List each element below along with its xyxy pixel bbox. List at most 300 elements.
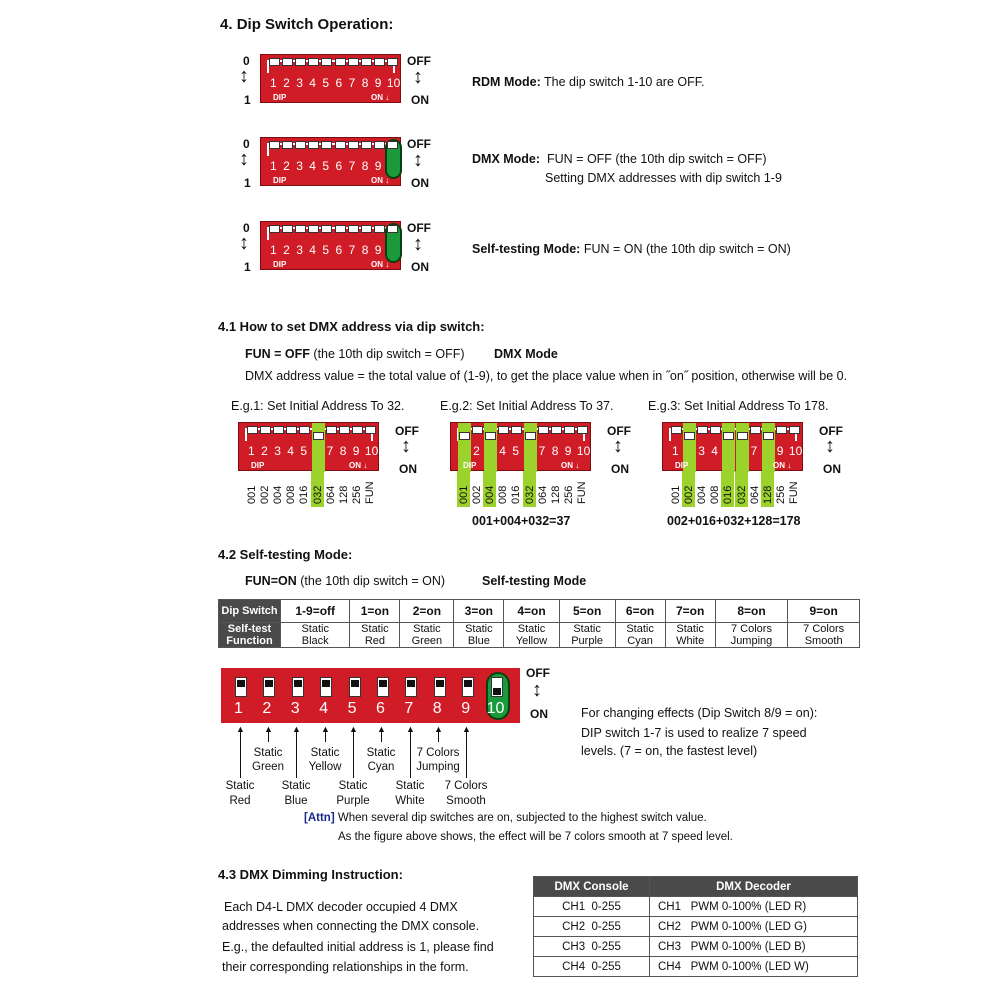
dip-toggle-knob <box>274 427 283 433</box>
table-cell: 2=on <box>400 600 454 623</box>
dip-switch <box>260 137 401 186</box>
table-cell: CH4 PWM 0-100% (LED W) <box>650 957 858 977</box>
dip-number: 5 <box>300 444 308 458</box>
table-cell: CH2 0-255 <box>534 917 650 937</box>
cell-line: Static <box>465 623 493 635</box>
dip-number: 10 <box>386 76 401 90</box>
dip-toggle-knob <box>336 226 345 232</box>
off-label: OFF <box>407 54 431 68</box>
dip-toggle-knob <box>493 688 501 695</box>
dip-toggle-knob <box>314 433 323 439</box>
place-value: 016 <box>298 485 311 504</box>
dip-number: 1 <box>270 76 277 90</box>
cell-line: Static <box>361 623 389 635</box>
table-cell <box>715 623 788 648</box>
table-cell: 9=on <box>788 600 860 623</box>
dip-toggle-knob <box>539 427 548 433</box>
dip-toggle-knob <box>526 433 535 439</box>
dip-toggle <box>375 59 384 72</box>
dip-toggle-knob <box>362 59 371 65</box>
dip-number: 8 <box>551 444 559 458</box>
dip-toggle-knob <box>336 142 345 148</box>
dip-toggle-knob <box>283 226 292 232</box>
dip-number: 10 <box>788 444 803 458</box>
arrow-up-icon: ▲ <box>321 724 330 734</box>
dip-toggle <box>672 427 681 440</box>
dip-toggle-knob <box>473 427 482 433</box>
dip-toggle <box>764 427 773 440</box>
dip-number: 6 <box>335 76 343 90</box>
dip-number: 2 <box>283 76 290 90</box>
dip-switch <box>238 422 379 471</box>
place-value: 128 <box>761 485 774 504</box>
on-label: ON <box>411 93 429 107</box>
off-label: OFF <box>819 424 843 438</box>
dip-number: 4 <box>499 444 506 458</box>
cell-line: Red <box>364 635 386 647</box>
dip-toggle <box>270 226 279 239</box>
dip-toggle <box>777 427 786 440</box>
dip-toggle <box>349 59 358 72</box>
dip-label: DIP <box>273 176 287 185</box>
example-2-title: E.g.2: Set Initial Address To 37. <box>440 399 614 413</box>
dip-toggle <box>349 142 358 155</box>
cell-line: Black <box>301 635 329 647</box>
label-line: Blue <box>284 795 308 807</box>
dip-toggle <box>353 427 362 440</box>
dip-toggle-knob <box>790 427 799 433</box>
dip-toggle <box>235 677 247 697</box>
dip-toggle <box>261 427 270 440</box>
label-line: White <box>395 795 425 807</box>
dip-toggle-knob <box>300 427 309 433</box>
dip-number: 3 <box>698 444 705 458</box>
dip-number: 2 <box>473 444 480 458</box>
up-down-arrow-icon: ↕ <box>613 435 623 457</box>
table-cell <box>788 623 860 648</box>
dip-label: DIP <box>251 461 265 470</box>
section-4-1-title: 4.1 How to set DMX address via dip switch: <box>218 319 485 334</box>
dip-toggle <box>377 677 389 697</box>
dip-toggle <box>698 427 707 440</box>
label-line: Cyan <box>367 761 395 773</box>
effect-label <box>295 746 355 774</box>
place-value: 032 <box>523 485 536 504</box>
dip-toggle <box>248 427 257 440</box>
effect-label <box>210 779 270 809</box>
dip-toggle-knob <box>237 680 245 687</box>
dip-number: 10 <box>364 444 379 458</box>
place-value: FUN <box>363 481 376 504</box>
place-value: 002 <box>471 485 484 504</box>
on-direction-label: ON ↓ <box>349 461 368 470</box>
table-row <box>534 937 858 957</box>
table-cell <box>504 623 559 648</box>
place-value: 128 <box>337 485 350 504</box>
dip-number: 1 <box>270 243 277 257</box>
dip-number: 2 <box>283 243 290 257</box>
table-row <box>219 623 860 648</box>
dip-toggle-knob <box>296 226 305 232</box>
dip-number: 9 <box>776 444 784 458</box>
up-down-arrow-icon: ↕ <box>825 435 835 457</box>
dip-toggle-knob <box>436 680 444 687</box>
dip-toggle-knob <box>349 142 358 148</box>
dip-number: 8 <box>432 700 442 717</box>
dip-number: 9 <box>461 700 471 717</box>
dip-toggle-knob <box>512 427 521 433</box>
dip-switch <box>662 422 803 471</box>
dip-toggle <box>499 427 508 440</box>
place-value: 008 <box>709 485 722 504</box>
dip-toggle-knob <box>270 226 279 232</box>
dip-number: 1 <box>672 444 679 458</box>
up-down-arrow-icon: ↕ <box>401 435 411 457</box>
arrow-up-icon: ▲ <box>406 724 415 734</box>
dip-toggle-knob <box>464 680 472 687</box>
table-cell: CH3 PWM 0-100% (LED B) <box>650 937 858 957</box>
dip-toggle-knob <box>248 427 257 433</box>
dip-toggle <box>309 142 318 155</box>
dip-toggle-knob <box>751 427 760 433</box>
label-line: Yellow <box>308 761 342 773</box>
zero-label: 0 <box>243 137 250 151</box>
label-line: Static <box>366 747 396 759</box>
dip-switch <box>260 221 401 270</box>
on-label: ON <box>411 260 429 274</box>
cell-line: Static <box>517 623 546 635</box>
dip-toggle <box>283 59 292 72</box>
cell-line: White <box>676 635 705 647</box>
dip-toggle <box>309 226 318 239</box>
table-header: Dip Switch <box>219 600 281 623</box>
dip-number: 9 <box>374 76 382 90</box>
table-cell <box>350 623 400 648</box>
dip-toggle-knob <box>499 427 508 433</box>
dip-toggle <box>375 142 384 155</box>
cell-line: Static <box>301 623 329 635</box>
dip-toggle-knob <box>565 427 574 433</box>
dip-toggle <box>322 226 331 239</box>
dip-toggle-knob <box>322 680 330 687</box>
dip-toggle-knob <box>283 59 292 65</box>
dip-toggle <box>565 427 574 440</box>
cell-line: Green <box>411 635 443 647</box>
dip-label: DIP <box>675 461 689 470</box>
dip-toggle <box>349 677 361 697</box>
label-line: Jumping <box>416 761 460 773</box>
dip-toggle-knob <box>375 142 384 148</box>
place-value: 256 <box>562 485 575 504</box>
dip-number: 2 <box>262 700 272 717</box>
dip-number: 3 <box>296 76 303 90</box>
dip-toggle-knob <box>270 59 279 65</box>
place-value: FUN <box>575 481 588 504</box>
on-label: ON <box>411 176 429 190</box>
place-value: 256 <box>774 485 787 504</box>
dip-label: DIP <box>463 461 477 470</box>
note-line-1: For changing effects (Dip Switch 8/9 = on): <box>581 706 818 720</box>
table-cell: 1=on <box>350 600 400 623</box>
place-value: 001 <box>458 485 470 504</box>
table-cell <box>559 623 615 648</box>
dip-number: 5 <box>347 700 357 717</box>
up-down-arrow-icon: ↕ <box>239 232 249 254</box>
cell-line: Static <box>413 623 441 635</box>
dip-number: 4 <box>309 243 316 257</box>
example-2-sum: 001+004+032=37 <box>472 514 571 528</box>
dip-toggle <box>336 59 345 72</box>
dip-label: DIP <box>273 93 287 102</box>
table-header: Self-test Function <box>219 623 281 648</box>
instruction-line-4: their corresponding relationships in the form. <box>222 960 469 974</box>
place-value: 008 <box>285 485 298 504</box>
note-line-2: DIP switch 1-7 is used to realize 7 speed <box>581 726 807 740</box>
dip-toggle <box>362 142 371 155</box>
dip-toggle <box>388 59 397 72</box>
dip-toggle <box>300 427 309 440</box>
place-value: 004 <box>484 485 497 504</box>
dip-number: 4 <box>309 159 316 173</box>
cell-line: Blue <box>467 635 490 647</box>
table-cell: 1-9=off <box>281 600 350 623</box>
cell-line: 7 Colors <box>731 623 772 635</box>
dip-number: 3 <box>296 159 303 173</box>
dip-number: 2 <box>261 444 268 458</box>
dip-toggle <box>388 142 397 155</box>
dip-toggle-knob <box>366 427 375 433</box>
dip-toggle-knob <box>685 433 694 439</box>
dip-toggle-knob <box>672 427 681 433</box>
dmx-mode-text-2: Setting DMX addresses with dip switch 1-9 <box>545 171 782 185</box>
dip-toggle <box>322 59 331 72</box>
fun-off-line: FUN = OFF (the 10th dip switch = OFF) <box>245 347 465 361</box>
effect-label <box>408 746 468 774</box>
place-value: 008 <box>497 485 510 504</box>
dip-toggle-knob <box>340 427 349 433</box>
place-value: 256 <box>350 485 363 504</box>
dip-toggle-knob <box>309 142 318 148</box>
dip-toggle-knob <box>407 680 415 687</box>
dip-toggle <box>340 427 349 440</box>
dip-toggle <box>366 427 375 440</box>
place-value: 016 <box>722 485 735 504</box>
arrow-up-icon: ▲ <box>349 724 358 734</box>
dip-toggle-knob <box>711 427 720 433</box>
label-line: Static <box>253 747 283 759</box>
dip-toggle-knob <box>294 680 302 687</box>
section-4-title: 4. Dip Switch Operation: <box>220 16 394 33</box>
dip-toggle <box>486 427 495 440</box>
example-3-sum: 002+016+032+128=178 <box>667 514 801 528</box>
dip-number: 5 <box>512 444 520 458</box>
table-cell: 3=on <box>454 600 504 623</box>
cell-line: Cyan <box>627 635 653 647</box>
dip-toggle-knob <box>353 427 362 433</box>
place-value: 002 <box>683 485 696 504</box>
fun-on-line: FUN=ON (the 10th dip switch = ON) <box>245 574 446 588</box>
dip-number: 7 <box>348 159 356 173</box>
dip-toggle-knob <box>764 433 773 439</box>
self-test-dip-switch <box>221 668 520 723</box>
up-down-arrow-icon: ↕ <box>413 149 423 171</box>
dip-number: 9 <box>374 243 382 257</box>
effect-label <box>351 746 411 774</box>
dip-toggle-knob <box>738 433 747 439</box>
instruction-line-2: addresses when connecting the DMX console. <box>222 919 480 933</box>
dip-toggle <box>552 427 561 440</box>
dip-toggle <box>263 677 275 697</box>
off-label: OFF <box>607 424 631 438</box>
place-value: FUN <box>787 481 800 504</box>
dip-toggle-knob <box>327 427 336 433</box>
table-cell: 5=on <box>559 600 615 623</box>
self-testing-mode-text: Self-testing Mode: FUN = ON (the 10th dip switch = ON) <box>472 242 791 256</box>
dip-toggle <box>283 142 292 155</box>
up-down-arrow-icon: ↕ <box>239 148 249 170</box>
dip-toggle <box>349 226 358 239</box>
dip-switch <box>260 54 401 103</box>
dip-toggle-knob <box>388 59 397 65</box>
label-line: 7 Colors <box>444 780 488 792</box>
label-line: Red <box>229 795 251 807</box>
dip-toggle-knob <box>379 680 387 687</box>
table-cell: CH2 PWM 0-100% (LED G) <box>650 917 858 937</box>
dip-number: 5 <box>322 159 330 173</box>
dip-toggle-knob <box>552 427 561 433</box>
table-row <box>534 877 858 897</box>
dip-toggle-knob <box>309 59 318 65</box>
on-label: ON <box>530 707 548 721</box>
dip-toggle-knob <box>322 226 331 232</box>
one-label: 1 <box>244 93 251 107</box>
on-direction-label: ON ↓ <box>371 93 390 102</box>
up-down-arrow-icon: ↕ <box>413 233 423 255</box>
dip-toggle <box>539 427 548 440</box>
arrow-up-icon: ▲ <box>434 724 443 734</box>
dip-toggle <box>751 427 760 440</box>
example-3-title: E.g.3: Set Initial Address To 178. <box>648 399 829 413</box>
dip-toggle-knob <box>309 226 318 232</box>
dip-toggle-knob <box>283 142 292 148</box>
dip-number: 1 <box>270 159 277 173</box>
table-row <box>219 600 860 623</box>
dip-number: 7 <box>348 76 356 90</box>
dip-toggle <box>296 59 305 72</box>
dip-number: 4 <box>319 700 329 717</box>
rdm-mode-text: RDM Mode: The dip switch 1-10 are OFF. <box>472 75 705 89</box>
dip-toggle <box>460 427 469 440</box>
zero-label: 0 <box>243 54 250 68</box>
dip-toggle <box>327 427 336 440</box>
attn-line-1: [Attn] When several dip switches are on, subjected to the highest switch value. <box>304 812 707 824</box>
dip-toggle-knob <box>388 142 397 148</box>
self-testing-mode-label: Self-testing Mode <box>482 574 587 588</box>
dip-toggle <box>512 427 521 440</box>
effect-label <box>436 779 496 809</box>
dip-number: 1 <box>234 700 243 717</box>
dip-toggle-knob <box>698 427 707 433</box>
cell-line: 7 Colors <box>803 623 845 635</box>
place-value: 016 <box>510 485 523 504</box>
place-value: 064 <box>324 485 337 504</box>
dip-label: DIP <box>273 260 287 269</box>
dip-number: 5 <box>322 76 330 90</box>
cell-line: Static <box>626 623 654 635</box>
dip-toggle <box>292 677 304 697</box>
up-down-arrow-icon: ↕ <box>239 65 249 87</box>
dip-number: 7 <box>326 444 334 458</box>
on-label: ON <box>611 462 629 476</box>
dip-switch <box>450 422 591 471</box>
on-direction-label: ON ↓ <box>371 260 390 269</box>
table-header: DMX Decoder <box>650 877 858 897</box>
table-cell <box>400 623 454 648</box>
label-line: Green <box>252 761 284 773</box>
dip-toggle-knob <box>296 142 305 148</box>
table-cell: 6=on <box>615 600 665 623</box>
dip-number: 3 <box>290 700 300 717</box>
table-cell: CH1 0-255 <box>534 897 650 917</box>
dip-toggle <box>322 142 331 155</box>
off-label: OFF <box>407 221 431 235</box>
dip-toggle <box>336 226 345 239</box>
arrow-up-icon: ▲ <box>377 724 386 734</box>
dip-number: 7 <box>348 243 356 257</box>
dip-toggle-knob <box>486 433 495 439</box>
up-down-arrow-icon: ↕ <box>532 679 542 701</box>
on-direction-label: ON ↓ <box>561 461 580 470</box>
dip-number: 8 <box>361 76 369 90</box>
section-4-2-title: 4.2 Self-testing Mode: <box>218 547 353 562</box>
arrow-up-icon: ▲ <box>462 724 471 734</box>
effect-label <box>266 779 326 809</box>
dip-toggle-knob <box>322 59 331 65</box>
example-1-title: E.g.1: Set Initial Address To 32. <box>231 399 405 413</box>
table-cell <box>454 623 504 648</box>
dip-toggle-knob <box>261 427 270 433</box>
up-down-arrow-icon: ↕ <box>413 66 423 88</box>
dip-toggle-knob <box>265 680 273 687</box>
table-row <box>534 917 858 937</box>
one-label: 1 <box>244 176 251 190</box>
dip-number: 4 <box>711 444 718 458</box>
dip-toggle-knob <box>362 142 371 148</box>
dip-toggle-knob <box>375 226 384 232</box>
dip-toggle <box>790 427 799 440</box>
dip-toggle <box>314 427 323 440</box>
dip-number: 8 <box>361 159 369 173</box>
effect-label <box>238 746 298 774</box>
dip-toggle <box>296 226 305 239</box>
cell-line: Static <box>573 623 601 635</box>
dip-number: 4 <box>287 444 294 458</box>
dip-number: 8 <box>339 444 347 458</box>
cell-line: Purple <box>571 635 603 647</box>
table-cell: CH4 0-255 <box>534 957 650 977</box>
label-line: Static <box>281 780 311 792</box>
cell-line: Jumping <box>730 635 773 647</box>
dip-toggle-knob <box>270 142 279 148</box>
dip-toggle <box>309 59 318 72</box>
dip-toggle-knob <box>777 427 786 433</box>
place-value: 001 <box>670 485 682 504</box>
dip-toggle <box>724 427 733 440</box>
dip-toggle-knob <box>388 226 397 232</box>
label-line: Static <box>310 747 340 759</box>
self-test-table <box>218 599 860 648</box>
place-value: 001 <box>246 485 258 504</box>
